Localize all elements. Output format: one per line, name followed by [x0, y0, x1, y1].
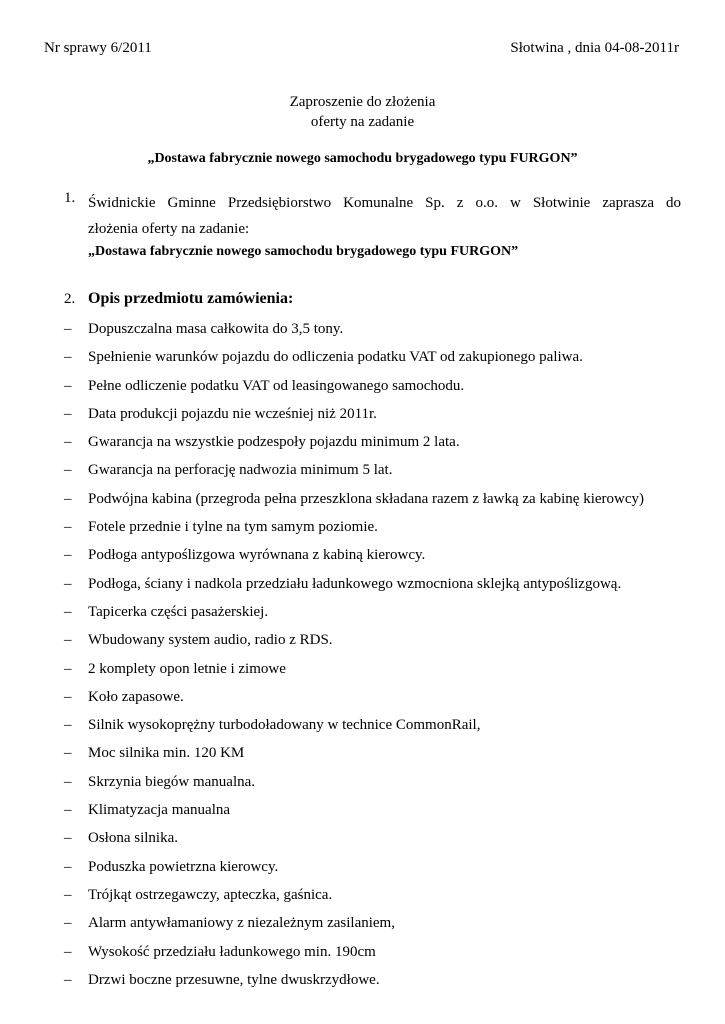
dash-bullet: – — [64, 462, 72, 479]
list-item-text: Wysokość przedziału ładunkowego min. 190cm — [88, 943, 376, 960]
list-item-text: Koło zapasowe. — [88, 688, 184, 705]
list-item-text: 2 komplety opon letnie i zimowe — [88, 660, 286, 677]
list-item — [64, 574, 694, 602]
section-1-line-2: złożenia oferty na zadanie: — [88, 221, 250, 237]
title-line-1: Zaproszenie do złożenia — [289, 94, 436, 110]
list-item-text: Gwarancja na perforację nadwozia minimum 5 lat. — [88, 462, 393, 479]
list-item-text: Fotele przednie i tylne na tym samym poziomie. — [88, 519, 378, 536]
requirements-list — [64, 319, 694, 998]
list-item-text: Spełnienie warunków pojazdu do odliczenia podatku VAT od zakupionego paliwa. — [88, 349, 583, 366]
dash-bullet: – — [64, 349, 72, 366]
case-number: Nr sprawy 6/2011 — [44, 40, 152, 56]
dash-bullet: – — [64, 830, 72, 847]
list-item — [64, 376, 694, 404]
list-item-text: Poduszka powietrzna kierowcy. — [88, 858, 279, 875]
dash-bullet: – — [64, 717, 72, 734]
list-item — [64, 913, 694, 941]
dash-bullet: – — [64, 886, 72, 903]
dash-bullet: – — [64, 603, 72, 620]
dash-bullet: – — [64, 688, 72, 705]
list-item-text: Data produkcji pojazdu nie wcześniej niż 2011r. — [88, 405, 377, 422]
list-item — [64, 942, 694, 970]
list-item — [64, 659, 694, 687]
section-2-heading: Opis przedmiotu zamówienia: — [88, 290, 294, 307]
list-item — [64, 715, 694, 743]
list-item — [64, 404, 694, 432]
list-item-text: Alarm antywłamaniowy z niezależnym zasilaniem, — [88, 915, 395, 932]
list-item-text: Dopuszczalna masa całkowita do 3,5 tony. — [88, 321, 344, 337]
list-item — [64, 489, 694, 517]
dash-bullet: – — [64, 434, 72, 451]
list-item — [64, 602, 694, 630]
list-item-text: Tapicerka części pasażerskiej. — [88, 603, 269, 620]
list-item-text: Gwarancja na wszystkie podzespoły pojazdu minimum 2 lata. — [88, 434, 460, 451]
list-item-text: Wbudowany system audio, radio z RDS. — [88, 632, 333, 649]
list-item — [64, 857, 694, 885]
list-item — [64, 347, 694, 375]
dash-bullet: – — [64, 660, 72, 677]
list-item-text: Podłoga antypoślizgowa wyrównana z kabiną kierowcy. — [88, 547, 426, 564]
title-line-2: oferty na zadanie — [310, 114, 415, 130]
section-1-text — [88, 190, 681, 242]
list-item-text: Podwójna kabina (przegroda pełna przeszklona składana razem z ławką za kabinę kierowcy) — [88, 490, 644, 507]
dash-bullet: – — [64, 745, 72, 762]
list-item — [64, 630, 694, 658]
list-item-text: Podłoga, ściany i nadkola przedziału ładunkowego wzmocniona sklejką antypoślizgową. — [88, 575, 622, 592]
list-item — [64, 545, 694, 573]
list-item-text: Trójkąt ostrzegawczy, apteczka, gaśnica. — [88, 886, 333, 903]
list-item — [64, 743, 694, 771]
list-item — [64, 687, 694, 715]
dash-bullet: – — [64, 971, 72, 988]
list-item — [64, 800, 694, 828]
list-item — [64, 772, 694, 800]
place-date: Słotwina , dnia 04-08-2011r — [510, 40, 679, 56]
dash-bullet: – — [64, 519, 72, 536]
list-item — [64, 828, 694, 856]
list-item — [64, 432, 694, 460]
dash-bullet: – — [64, 575, 72, 592]
dash-bullet: – — [64, 802, 72, 819]
list-item-text: Skrzynia biegów manualna. — [88, 773, 256, 790]
list-item — [64, 517, 694, 545]
list-item-text: Silnik wysokoprężny turbodoładowany w technice CommonRail, — [88, 717, 481, 734]
dash-bullet: – — [64, 321, 72, 337]
section-1-subject: „Dostawa fabrycznie nowego samochodu brygadowego typu FURGON” — [88, 244, 519, 259]
dash-bullet: – — [64, 773, 72, 790]
dash-bullet: – — [64, 632, 72, 649]
dash-bullet: – — [64, 405, 72, 422]
dash-bullet: – — [64, 547, 72, 564]
dash-bullet: – — [64, 377, 72, 394]
list-item — [64, 319, 694, 347]
list-item — [64, 885, 694, 913]
subject-heading: „Dostawa fabrycznie nowego samochodu brygadowego typu FURGON” — [147, 151, 578, 166]
dash-bullet: – — [64, 943, 72, 960]
list-item-text: Pełne odliczenie podatku VAT od leasingowanego samochodu. — [88, 377, 465, 394]
list-item — [64, 970, 694, 998]
dash-bullet: – — [64, 915, 72, 932]
list-item-text: Osłona silnika. — [88, 830, 178, 847]
section-1-number: 1. — [64, 190, 76, 206]
list-item-text: Klimatyzacja manualna — [88, 802, 231, 819]
section-2-number: 2. — [64, 291, 76, 307]
list-item-text: Drzwi boczne przesuwne, tylne dwuskrzydłowe. — [88, 971, 380, 988]
list-item — [64, 460, 694, 488]
section-1-line-1: Świdnickie Gminne Przedsiębiorstwo Komunalne Sp. z o.o. w Słotwinie zaprasza do — [88, 195, 681, 211]
dash-bullet: – — [64, 490, 72, 507]
dash-bullet: – — [64, 858, 72, 875]
list-item-text: Moc silnika min. 120 KM — [88, 745, 245, 762]
